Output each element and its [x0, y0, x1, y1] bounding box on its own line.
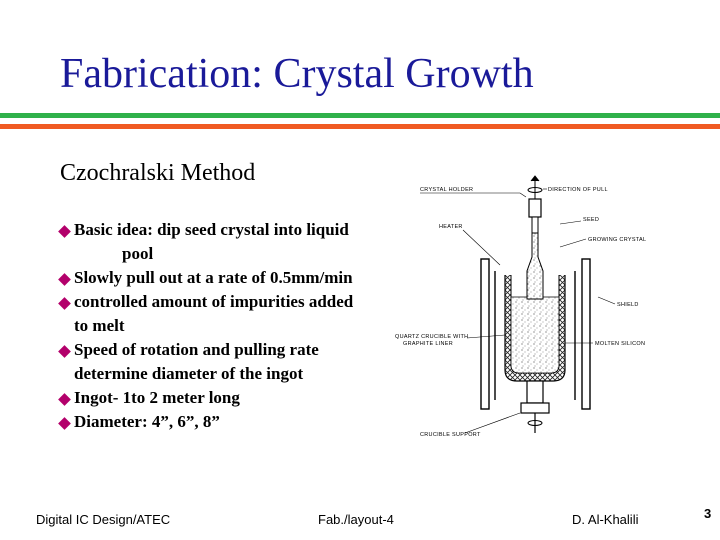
diamond-bullet-icon	[58, 345, 71, 358]
title-rule-orange	[0, 124, 720, 129]
label-heater: HEATER	[439, 224, 463, 230]
diamond-bullet-icon	[58, 393, 71, 406]
label-growing-crystal: GROWING CRYSTAL	[588, 237, 647, 243]
bullet-text: Ingot- 1to 2 meter long	[74, 388, 240, 407]
footer-author: D. Al-Khalili	[572, 512, 639, 527]
bullet-item	[60, 218, 410, 266]
title-rule-green	[0, 113, 720, 118]
bullet-text-continued: pool	[122, 244, 154, 263]
crystal-holder	[529, 199, 541, 217]
label-shield: SHIELD	[617, 302, 639, 308]
bullet-item	[60, 266, 410, 290]
label-crystal-holder: CRYSTAL HOLDER	[420, 187, 474, 193]
label-crucible-support: CRUCIBLE SUPPORT	[420, 432, 481, 438]
slide-title: Fabrication: Crystal Growth	[60, 51, 534, 97]
diamond-bullet-icon	[58, 417, 71, 430]
bullet-list	[60, 218, 410, 434]
page-number: 3	[704, 506, 712, 521]
label-molten-silicon: MOLTEN SILICON	[595, 341, 646, 347]
bullet-text-continued: determine diameter of the ingot	[74, 364, 304, 383]
diamond-bullet-icon	[58, 297, 71, 310]
bullet-item	[60, 290, 410, 338]
slide-subtitle: Czochralski Method	[60, 160, 256, 186]
molten-silicon	[511, 297, 559, 373]
bullet-text: controlled amount of impurities added	[74, 292, 354, 311]
footer-topic: Fab./layout-4	[318, 512, 394, 527]
bullet-item	[60, 410, 410, 434]
rotation-arrow-icon	[528, 176, 542, 199]
bullet-item	[60, 338, 410, 386]
bullet-text: Basic idea: dip seed crystal into liquid	[74, 220, 349, 239]
bullet-text: Diameter: 4”, 6”, 8”	[74, 412, 220, 431]
czochralski-diagram	[395, 175, 685, 465]
growing-crystal	[527, 233, 543, 299]
footer-course: Digital IC Design/ATEC	[36, 512, 171, 527]
label-quartz-crucible: QUARTZ CRUCIBLE WITH	[395, 334, 469, 340]
bullet-text: Slowly pull out at a rate of 0.5mm/min	[74, 268, 353, 287]
bullet-text: Speed of rotation and pulling rate	[74, 340, 319, 359]
bullet-text-continued: to melt	[74, 316, 125, 335]
diamond-bullet-icon	[58, 273, 71, 286]
diamond-bullet-icon	[58, 225, 71, 238]
label-seed: SEED	[583, 217, 600, 223]
seed-crystal	[532, 217, 538, 233]
label-direction-of-pull: DIRECTION OF PULL	[548, 187, 608, 193]
label-graphite-liner: GRAPHITE LINER	[403, 341, 454, 347]
bullet-item	[60, 386, 410, 410]
